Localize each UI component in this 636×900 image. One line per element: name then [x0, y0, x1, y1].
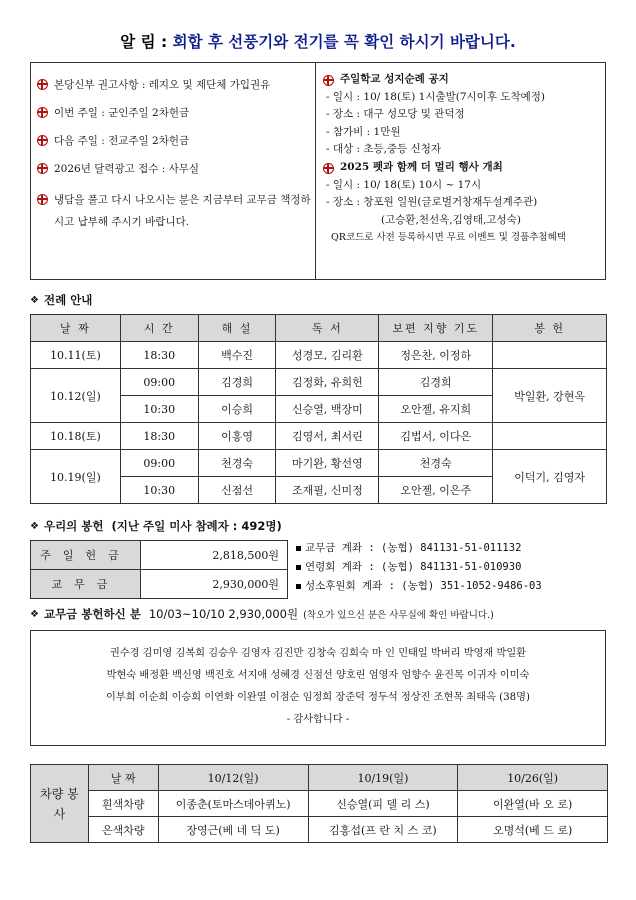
car-cell: 신승열(피 델 리 스) [308, 791, 458, 817]
notice-item: 본당신부 권고사항 : 레지오 및 제단체 가입권유 [37, 77, 315, 93]
table-row [31, 423, 607, 450]
offering-table [30, 540, 288, 599]
cell-commentator: 신점선 [198, 477, 276, 504]
car-label: 흰색차량 [88, 791, 158, 817]
cross-icon [37, 135, 48, 146]
donor-line: 권수경 김미영 김복희 김승우 김영자 김진만 김창숙 김희숙 마 인 민태일 박버리 박영재 박일환 [109, 648, 527, 659]
diamond-icon: ❖ [30, 520, 39, 532]
title-prefix: 알 림 : [120, 33, 168, 51]
cell-time: 10:30 [120, 396, 198, 423]
qr-notice: QR코드로 사전 등록하시면 무료 이벤트 및 경품추첨혜택 [331, 232, 566, 244]
header-date: 날 짜 [31, 315, 121, 342]
car-service-table [30, 764, 608, 843]
cell-prayer: 오안젤, 이은주 [379, 477, 493, 504]
bullet-icon [296, 565, 301, 570]
bullet-icon [296, 584, 301, 589]
car-cell: 장영근(베 네 딕 도) [158, 817, 308, 843]
header-reading: 독 서 [276, 315, 379, 342]
cell-date: 10.12(일) [31, 369, 121, 423]
cell-time: 10:30 [120, 477, 198, 504]
cell-prayer: 김법서, 이다은 [379, 423, 493, 450]
bullet-icon [296, 546, 301, 551]
notice-left [31, 63, 316, 279]
car-cell: 오명석(베 드 로) [458, 817, 608, 843]
account-item: 교무금 계좌 : (농협) 841131-51-011132 [296, 539, 542, 558]
cell-offertory: 박일환, 강현옥 [493, 369, 607, 423]
header-prayer: 보편 지향 기도 [379, 315, 493, 342]
cell-commentator: 이승희 [198, 396, 276, 423]
offering-label: 교무금 [31, 570, 141, 599]
offering-label: 주일헌금 [31, 541, 141, 570]
car-date: 10/19(일) [308, 765, 458, 791]
account-item: 성소후원회 계좌 : (농협) 351-1052-9486-03 [296, 577, 542, 596]
table-row [31, 342, 607, 369]
table-row [31, 570, 288, 599]
car-cell: 김홍섭(프 란 치 스 코) [308, 817, 458, 843]
donor-list [30, 630, 606, 746]
diamond-icon: ❖ [30, 608, 39, 620]
donors-section-title: ❖ 교무금 봉헌하신 분 10/03~10/10 2,930,000원 (착오가 있으신 분은 사무실에 확인 바랍니다.) [30, 607, 494, 621]
car-cell: 이완열(바 오 로) [458, 791, 608, 817]
notice-box [30, 62, 606, 280]
table-row [31, 450, 607, 477]
header-offertory: 봉 헌 [493, 315, 607, 342]
cross-icon [37, 107, 48, 118]
diamond-icon: ❖ [30, 294, 39, 306]
donors-period: 10/03~10/10 2,930,000원 [148, 607, 299, 621]
donor-line: 이부희 이순희 이승희 이연화 이완열 이점순 임정희 장준덕 정두석 정상진 조현목 최태옥 (38명) [106, 692, 530, 703]
liturgy-table [30, 314, 607, 504]
cell-reading: 김영서, 최서린 [276, 423, 379, 450]
cell-reading: 성경모, 김리환 [276, 342, 379, 369]
cell-reading: 조재필, 신미정 [276, 477, 379, 504]
table-row [31, 791, 608, 817]
donors-note: (착오가 있으신 분은 사무실에 확인 바랍니다.) [303, 610, 494, 621]
cross-icon [323, 75, 334, 86]
car-label: 은색차량 [88, 817, 158, 843]
cross-icon [37, 79, 48, 90]
table-row [31, 817, 608, 843]
cell-date: 10.19(일) [31, 450, 121, 504]
car-service-title: 차량 봉사 [31, 765, 89, 843]
offering-section-title: ❖ 우리의 봉헌 (지난 주일 미사 참례자 : 492명) [30, 519, 282, 533]
notice-item: 다음 주일 : 전교주일 2차헌금 [37, 133, 315, 149]
thanks-line: - 감사합니다 - [286, 714, 350, 725]
event-line: - 장소 : 창포원 일원(글로벌거창재두설계주관) [326, 196, 538, 209]
donor-line: 박현숙 배정환 백신영 백진호 서지애 성혜경 신점선 양호린 엄영자 엄향수 윤진목 이귀자 이미숙 [106, 670, 530, 681]
cell-commentator: 백수진 [198, 342, 276, 369]
event-line: - 일시 : 10/ 18(토) 10시 ~ 17시 [326, 178, 482, 191]
event-names: (고승환,천선옥,김영태,고성숙) [381, 213, 521, 226]
pilgrimage-line: - 대상 : 초등,중등 신청자 [326, 143, 442, 156]
cell-offertory: 이덕기, 김영자 [493, 450, 607, 504]
cell-prayer: 정은찬, 이정하 [379, 342, 493, 369]
offering-amount: 2,930,000원 [141, 570, 288, 599]
offering-amount: 2,818,500원 [141, 541, 288, 570]
cell-reading: 김정화, 유희헌 [276, 369, 379, 396]
cell-reading: 신승열, 백장미 [276, 396, 379, 423]
car-cell: 이종춘(토마스데아퀴노) [158, 791, 308, 817]
cell-date: 10.11(토) [31, 342, 121, 369]
notice-item: 2026년 달력광고 접수 : 사무실 [37, 161, 315, 177]
cell-commentator: 천경숙 [198, 450, 276, 477]
page-title [0, 30, 636, 52]
title-text: 회합 후 선풍기와 전기를 꼭 확인 하시기 바랍니다. [167, 33, 516, 51]
cell-prayer: 김경희 [379, 369, 493, 396]
car-header: 날 짜 [88, 765, 158, 791]
table-row [31, 765, 608, 791]
cell-date: 10.18(토) [31, 423, 121, 450]
cell-offertory [493, 423, 607, 450]
table-header-row [31, 315, 607, 342]
cell-reading: 마기완, 황선영 [276, 450, 379, 477]
header-time: 시 간 [120, 315, 198, 342]
table-row [31, 369, 607, 396]
cross-icon [323, 163, 334, 174]
cross-icon [37, 194, 48, 205]
event-title: 2025 펫과 함께 더 멀리 행사 개최 [323, 159, 607, 177]
cell-offertory [493, 342, 607, 369]
car-date: 10/26(일) [458, 765, 608, 791]
liturgy-section-title: ❖ 전례 안내 [30, 293, 93, 307]
notice-item: 이번 주일 : 군인주일 2차헌금 [37, 105, 315, 121]
pilgrimage-line: - 참가비 : 1만원 [326, 125, 401, 138]
cell-commentator: 이홍영 [198, 423, 276, 450]
cell-time: 09:00 [120, 450, 198, 477]
pilgrimage-line: - 일시 : 10/ 18(토) 1시출발(7시이후 도착예정) [326, 90, 545, 103]
cell-prayer: 천경숙 [379, 450, 493, 477]
account-list [296, 539, 542, 596]
cell-prayer: 오안젤, 유지희 [379, 396, 493, 423]
cell-time: 18:30 [120, 342, 198, 369]
pilgrimage-title: 주일학교 성지순례 공지 [323, 71, 607, 89]
account-item: 연령회 계좌 : (농협) 841131-51-010930 [296, 558, 542, 577]
cell-time: 09:00 [120, 369, 198, 396]
pilgrimage-line: - 장소 : 대구 성모당 및 관덕정 [326, 108, 465, 121]
car-date: 10/12(일) [158, 765, 308, 791]
notice-right [317, 63, 607, 279]
table-row [31, 541, 288, 570]
notice-item: 냉담을 풀고 다시 나오시는 분은 지금부터 교무금 책정하시고 납부해 주시기 바랍니다. [37, 189, 315, 233]
attendance-text: (지난 주일 미사 참례자 : 492명) [111, 519, 282, 533]
cell-time: 18:30 [120, 423, 198, 450]
cell-commentator: 김경희 [198, 369, 276, 396]
cross-icon [37, 163, 48, 174]
header-commentator: 해 설 [198, 315, 276, 342]
